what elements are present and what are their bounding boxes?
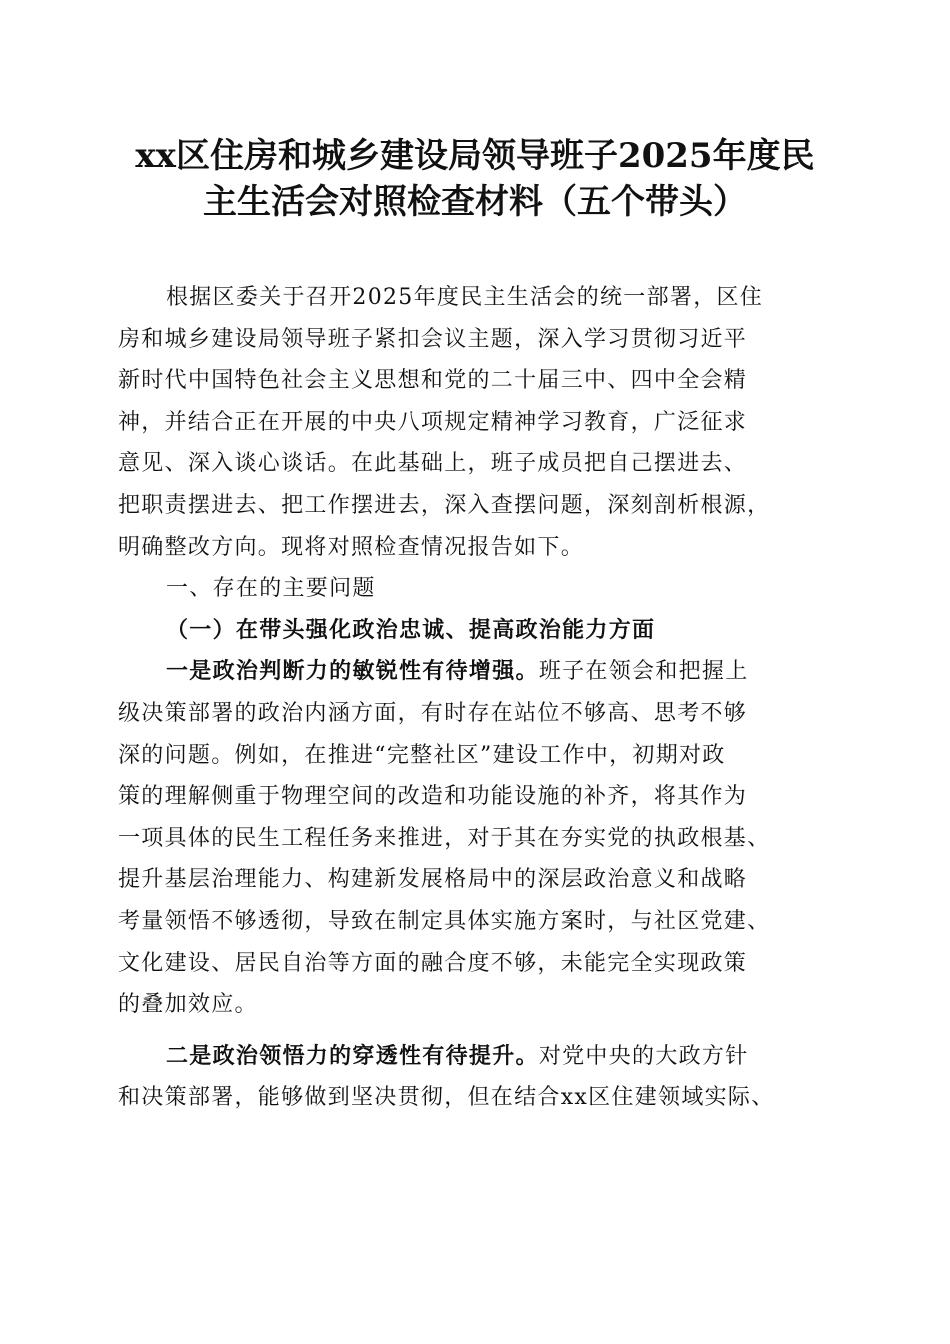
text-line: 一项具体的民生工程任务来推进，对于其在夯实党的执政根基、	[118, 825, 771, 851]
text-line: 级决策部署的政治内涵方面，有时存在站位不够高、思考不够	[118, 700, 748, 726]
point-lead: 一是政治判断力的敏锐性有待增强。	[166, 658, 539, 685]
text-line: 策的理解侧重于物理空间的改造和功能设施的补齐，将其作为	[118, 784, 748, 810]
text-line	[118, 651, 838, 693]
text-line: 新时代中国特色社会主义思想和党的二十届三中、四中全会精	[118, 368, 748, 394]
text-line: 的叠加效应。	[118, 992, 258, 1018]
point-text: 班子在领会和把握上	[538, 659, 749, 685]
text-line	[118, 1036, 838, 1078]
text-line: 意见、深入谈心谈话。在此基础上，班子成员把自己摆进去、	[118, 451, 748, 477]
title-line: 主生活会对照检查材料（五个带头）	[203, 182, 747, 222]
subsection-heading: （一）在带头强化政治忠诚、提高政治能力方面	[166, 616, 656, 643]
point-paragraph-1	[118, 651, 838, 1025]
text-line: 文化建设、居民自治等方面的融合度不够，未能完全实现政策	[118, 950, 748, 976]
point-paragraph-2	[118, 1036, 838, 1119]
document-title	[80, 133, 870, 225]
section-heading: 一、存在的主要问题	[166, 576, 376, 602]
text-line: 把职责摆进去、把工作摆进去，深入查摆问题，深刻剖析根源，	[118, 492, 771, 518]
intro-paragraph	[118, 277, 838, 568]
title-line: xx区住房和城乡建设局领导班子2025年度民	[135, 136, 815, 176]
point-lead: 二是政治领悟力的穿透性有待提升。	[166, 1042, 539, 1069]
text-line: 提升基层治理能力、构建新发展格局中的深层政治意义和战略	[118, 867, 748, 893]
text-line: 和决策部署，能够做到坚决贯彻，但在结合xx区住建领域实际、	[118, 1085, 775, 1111]
text-line: 神，并结合正在开展的中央八项规定精神学习教育，广泛征求	[118, 409, 748, 435]
text-line: 深的问题。例如，在推进“完整社区”建设工作中，初期对政	[118, 742, 726, 768]
text-line: 考量领悟不够透彻，导致在制定具体实施方案时，与社区党建、	[118, 908, 771, 934]
text-line: 明确整改方向。现将对照检查情况报告如下。	[118, 534, 585, 560]
text-line: 房和城乡建设局领导班子紧扣会议主题，深入学习贯彻习近平	[118, 326, 748, 352]
document-body	[118, 277, 838, 1119]
text-line: 根据区委关于召开2025年度民主生活会的统一部署，区住	[166, 285, 764, 310]
point-text: 对党中央的大政方针	[538, 1043, 749, 1069]
